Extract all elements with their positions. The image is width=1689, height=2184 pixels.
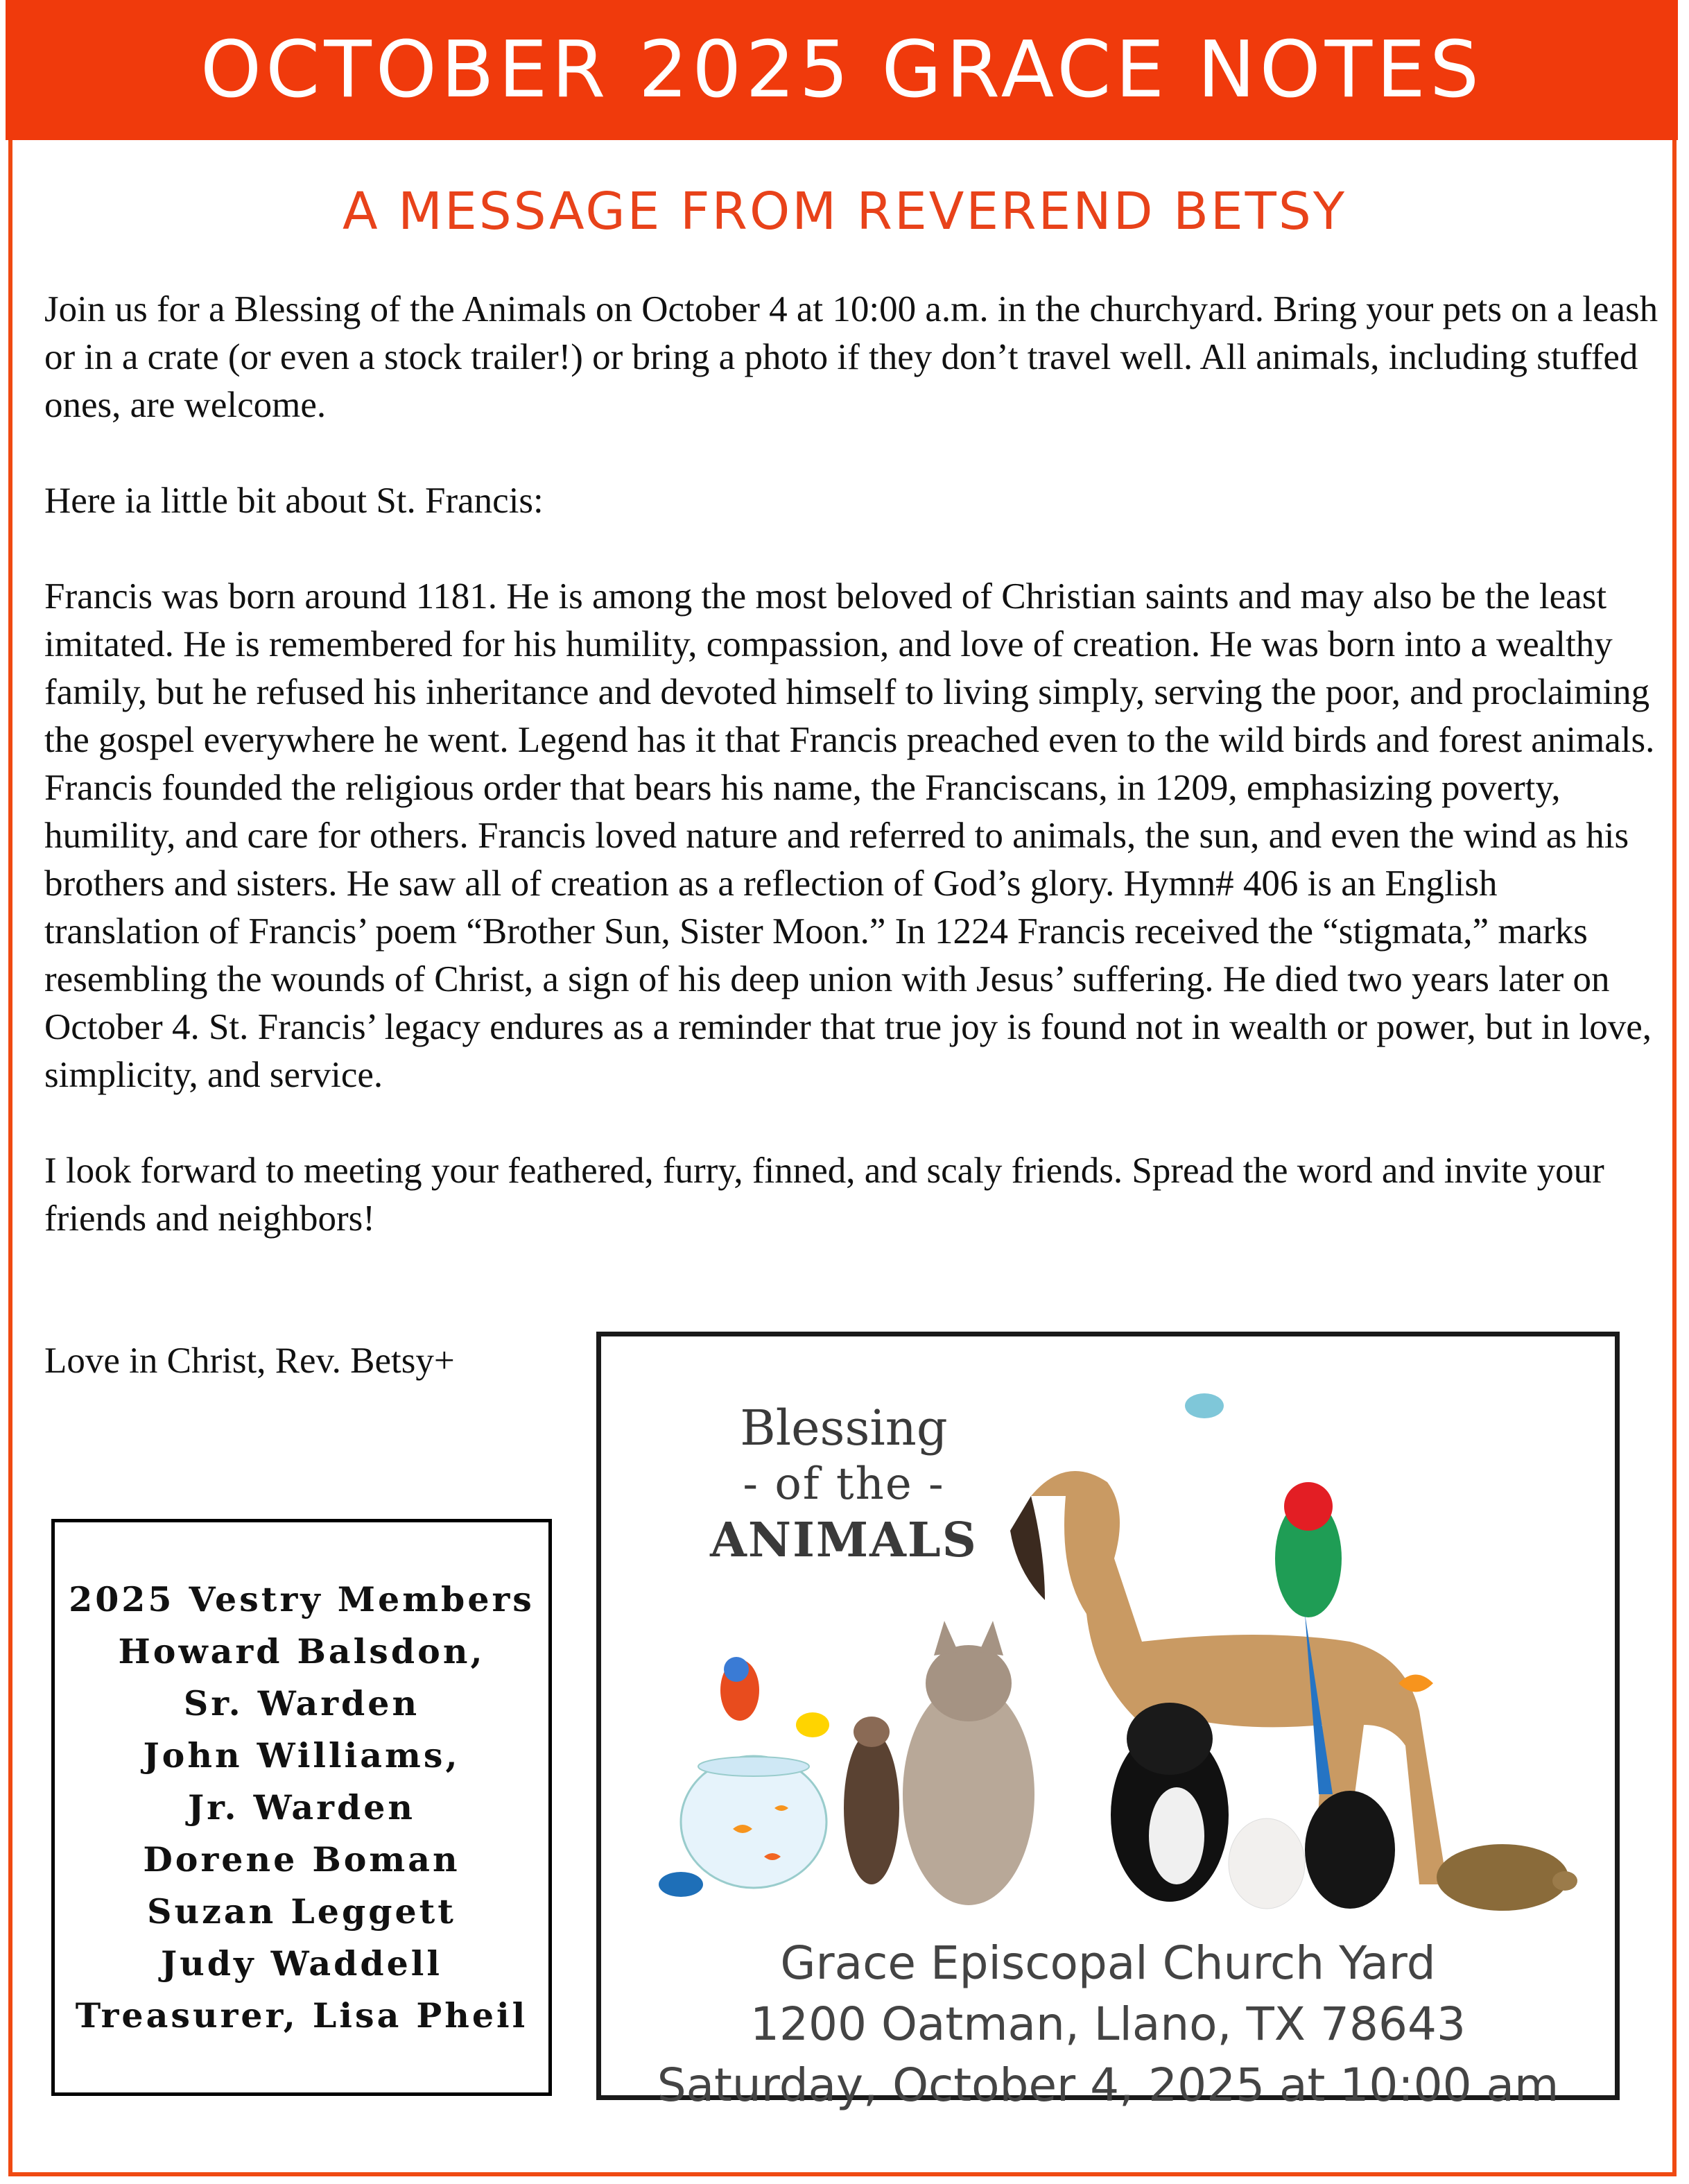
vestry-line: Dorene Boman: [143, 1839, 460, 1880]
message-heading: A MESSAGE FROM REVEREND BETSY: [342, 182, 1347, 241]
flyer-address: 1200 Oatman, Llano, TX 78643: [750, 1997, 1466, 2051]
white-kitten-icon: [1229, 1818, 1305, 1909]
canary-icon: [796, 1712, 829, 1737]
frog-icon: [659, 1872, 703, 1897]
flyer-title-line: Blessing: [740, 1400, 948, 1456]
tortoise-icon: [1437, 1844, 1568, 1911]
vestry-line: Jr. Warden: [187, 1787, 416, 1828]
flyer-title-line: - of the -: [743, 1459, 945, 1510]
vestry-line: Judy Waddell: [160, 1943, 443, 1984]
paragraph-event: Join us for a Blessing of the Animals on October 4 at 10:00 a.m. in the churchyard. Bring your pets on a leash or in a crate (or even a stock trailer!) or bring a photo if they don’t travel well. All animals, including stuffed ones, are welcome.: [44, 289, 1658, 425]
vestry-members-box: [51, 1519, 552, 2096]
flyer-details: [601, 1933, 1615, 2116]
ferret-icon: [844, 1732, 899, 1884]
budgie-icon: [1185, 1393, 1224, 1418]
message-body: [44, 286, 1660, 1291]
masthead: [6, 0, 1678, 140]
vestry-heading: 2025 Vestry Members: [69, 1579, 535, 1619]
newsletter-title: OCTOBER 2025 GRACE NOTES: [200, 25, 1484, 115]
vestry-line: John Williams,: [143, 1735, 460, 1775]
vestry-line: Sr. Warden: [183, 1683, 420, 1723]
paragraph-st-francis: Francis was born around 1181. He is among the most beloved of Christian saints and may also be the least imitated. He is remembered for his humility, compassion, and love of creation. He was born into a wealthy family, but he refused his inheritance and devoted himself to living simply, serving the poor, and proclaiming the gospel everywhere he went. Legend has it that Francis preached even to the wild birds and forest animals. Francis founded the religious order that bears his name, the Franciscans, in 1209, emphasizing poverty, humility, and care for others. Francis loved nature and referred to animals, the sun, and even the wind as his brothers and sisters. He saw all of creation as a reflection of God’s glory. Hymn# 406 is an English translation of Francis’ poem “Brother Sun, Sister Moon.” In 1224 Francis received the “stigmata,” marks resembling the wounds of Christ, a sign of his deep union with Jesus’ suffering. He died two years later on October 4. St. Francis’ legacy endures as a reminder that true joy is found not in wealth or power, but in love, simplicity, and service.: [44, 576, 1655, 1095]
black-kitten-icon: [1305, 1791, 1395, 1909]
flyer-title-line: ANIMALS: [710, 1513, 978, 1568]
flyer-datetime: Saturday, October 4, 2025 at 10:00 am: [657, 2058, 1559, 2112]
vestry-line: Treasurer, Lisa Pheil: [75, 1995, 528, 2036]
flyer-title: [698, 1399, 989, 1570]
blessing-flyer: [596, 1332, 1620, 2112]
paragraph-invite: I look forward to meeting your feathered, furry, finned, and scaly friends. Spread the word and invite your friends and neighbors!: [44, 1151, 1604, 1239]
paragraph-intro: Here ia little bit about St. Francis:: [44, 481, 544, 521]
flyer-location: Grace Episcopal Church Yard: [780, 1936, 1436, 1990]
vestry-line: Suzan Leggett: [147, 1891, 456, 1932]
vestry-line: Howard Balsdon,: [118, 1631, 485, 1671]
signoff: Love in Christ, Rev. Betsy+: [44, 1341, 455, 1381]
